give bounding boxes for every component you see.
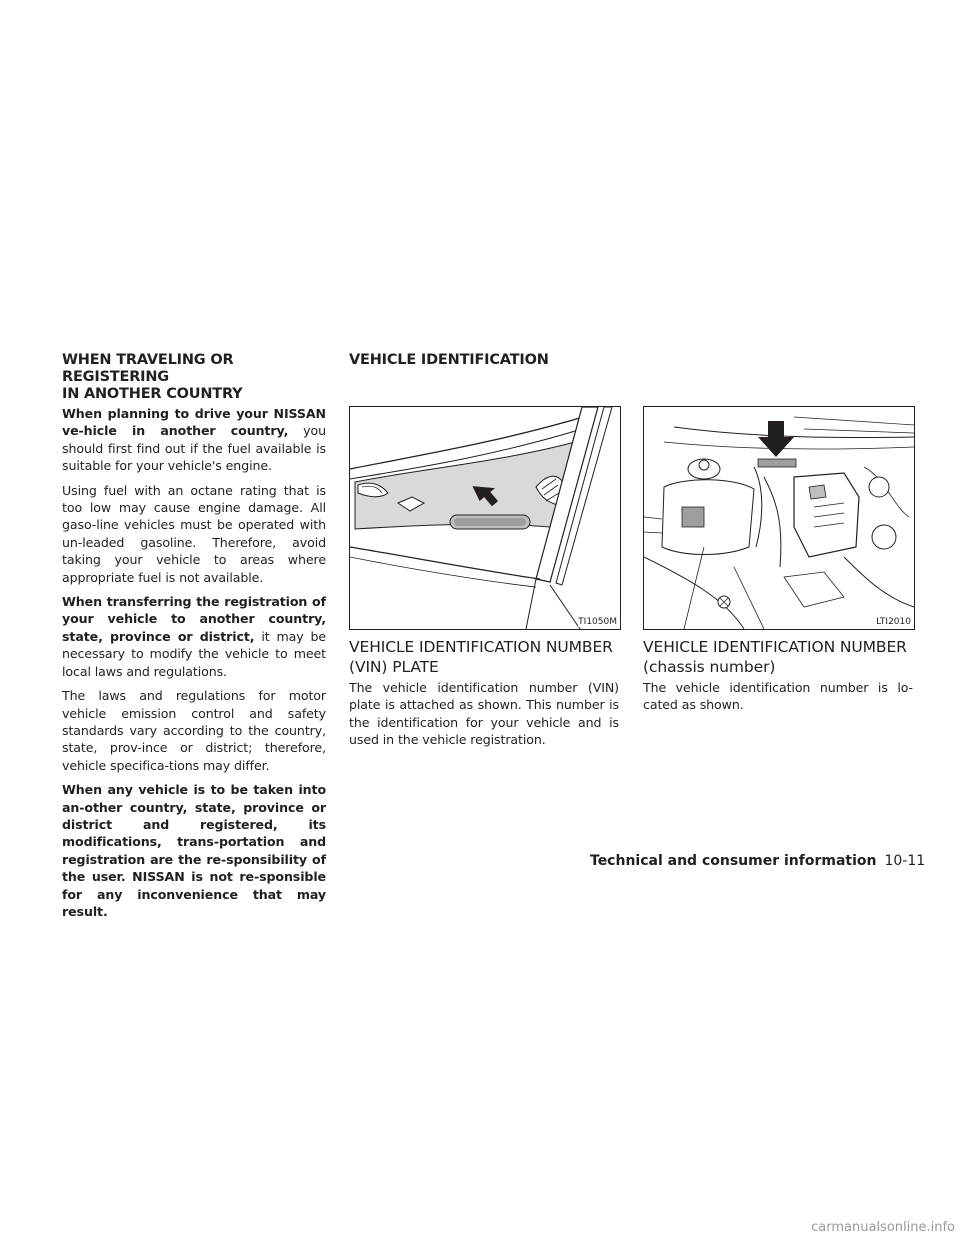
section-heading-vehicle-id: VEHICLE IDENTIFICATION xyxy=(349,352,549,368)
watermark: carmanualsonline.info xyxy=(811,1220,955,1235)
engine-bay-illustration xyxy=(644,407,914,629)
vin-plate-illustration xyxy=(350,407,620,629)
chassis-number-body: The vehicle identification number is lo-cated as shown. xyxy=(643,680,913,713)
chassis-number-subheading: VEHICLE IDENTIFICATION NUMBER (chassis number) xyxy=(643,638,907,676)
chassis-number-figure xyxy=(643,406,915,630)
section-heading-traveling: WHEN TRAVELING OR REGISTERING IN ANOTHER COUNTRY xyxy=(62,352,243,402)
paragraph-laws: The laws and regulations for motor vehicle emission control and safety standards vary according to the country, state, prov-ince or district; therefore, vehicle specifica-tions may differ. xyxy=(62,688,326,773)
footer-section-title: Technical and consumer information xyxy=(590,853,877,869)
paragraph-responsibility: When any vehicle is to be taken into an-other country, state, province or district and registered, its modifications, trans-portation and registration are the re-sponsibility of the user. NISSAN is not re-sponsible for any inconvenience that may result. xyxy=(62,782,326,919)
traveling-body xyxy=(62,405,326,927)
figure-code: TI1050M xyxy=(578,617,617,627)
paragraph-transferring: When transferring the registration of your vehicle to another country, state, province or district, it may be necessary to modify the vehicle to meet local laws and regulations. xyxy=(62,594,326,679)
page-footer xyxy=(590,850,926,869)
vin-plate-body: The vehicle identification number (VIN) plate is attached as shown. This number is the identification for your vehicle and is used in the vehicle registration. xyxy=(349,680,619,748)
paragraph-octane: Using fuel with an octane rating that is too low may cause engine damage. All gaso-line vehicles must be operated with un-leaded gasoline. Therefore, avoid taking your vehicle to areas where appropriate fuel is not available. xyxy=(62,482,326,585)
paragraph-planning: When planning to drive your NISSAN ve-hicle in another country, you should first find out if the fuel available is suitable for your vehicle's engine. xyxy=(62,406,326,474)
figure-code: LTI2010 xyxy=(876,617,911,627)
vin-plate-subheading: VEHICLE IDENTIFICATION NUMBER (VIN) PLATE xyxy=(349,638,613,676)
page-number: 10-11 xyxy=(884,853,926,869)
vin-plate-figure xyxy=(349,406,621,630)
